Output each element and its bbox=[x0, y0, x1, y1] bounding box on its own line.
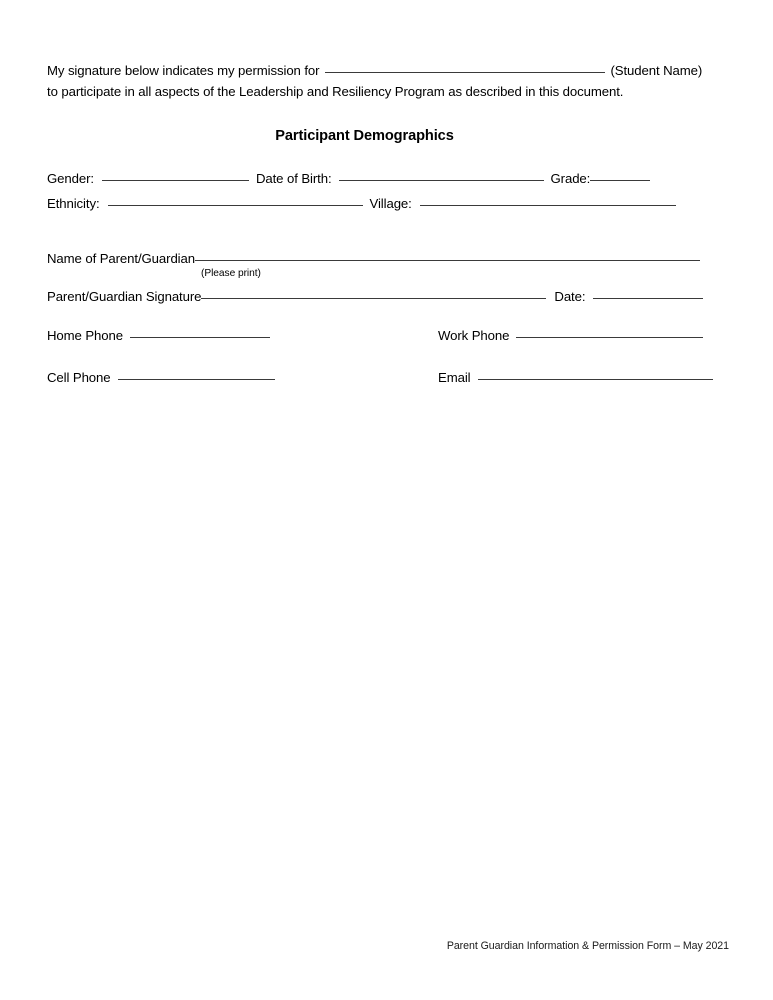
guardian-signature-row bbox=[47, 289, 729, 304]
guardian-name-row bbox=[47, 251, 729, 266]
page-footer: Parent Guardian Information & Permission Form – May 2021 bbox=[446, 940, 729, 952]
ethnicity-label: Ethnicity: bbox=[47, 196, 100, 211]
permission-statement-text-before: My signature below indicates my permission for bbox=[47, 63, 320, 78]
email-field bbox=[438, 370, 713, 385]
permission-statement-line-1 bbox=[47, 60, 729, 81]
date-of-birth-input[interactable] bbox=[339, 180, 544, 181]
gender-input[interactable] bbox=[102, 180, 249, 181]
student-name-input[interactable] bbox=[325, 72, 605, 73]
form-content bbox=[47, 60, 729, 385]
ethnicity-input[interactable] bbox=[108, 205, 363, 206]
work-phone-label: Work Phone bbox=[438, 328, 510, 343]
demographics-row-primary bbox=[47, 171, 729, 186]
home-phone-label: Home Phone bbox=[47, 328, 123, 343]
student-name-caption: (Student Name) bbox=[610, 63, 703, 78]
date-of-birth-label: Date of Birth: bbox=[255, 171, 332, 186]
guardian-name-input[interactable] bbox=[195, 260, 700, 261]
email-input[interactable] bbox=[478, 379, 713, 380]
email-label: Email bbox=[438, 370, 471, 385]
work-phone-field bbox=[438, 328, 703, 343]
permission-statement-line-2: to participate in all aspects of the Leadership and Resiliency Program as described in this document. bbox=[47, 84, 624, 99]
section-heading: Participant Demographics bbox=[275, 128, 454, 144]
cell-phone-field bbox=[47, 370, 438, 385]
grade-input[interactable] bbox=[590, 180, 650, 181]
guardian-name-label: Name of Parent/Guardian bbox=[47, 251, 195, 266]
cell-phone-input[interactable] bbox=[118, 379, 275, 380]
grade-label: Grade: bbox=[550, 171, 591, 186]
gender-label: Gender: bbox=[47, 171, 94, 186]
permission-statement bbox=[47, 60, 729, 102]
demographics-row-secondary bbox=[47, 196, 729, 211]
guardian-signature-label: Parent/Guardian Signature bbox=[47, 289, 202, 304]
date-label: Date: bbox=[554, 289, 586, 304]
contact-row-cell-email bbox=[47, 370, 729, 385]
cell-phone-label: Cell Phone bbox=[47, 370, 111, 385]
home-phone-field bbox=[47, 328, 438, 343]
guardian-signature-input[interactable] bbox=[201, 298, 546, 299]
work-phone-input[interactable] bbox=[516, 337, 703, 338]
village-label: Village: bbox=[369, 196, 412, 211]
date-input[interactable] bbox=[593, 298, 703, 299]
contact-row-phones bbox=[47, 328, 729, 343]
village-input[interactable] bbox=[420, 205, 676, 206]
contact-details bbox=[47, 328, 729, 385]
please-print-note: (Please print) bbox=[201, 268, 261, 279]
home-phone-input[interactable] bbox=[130, 337, 270, 338]
